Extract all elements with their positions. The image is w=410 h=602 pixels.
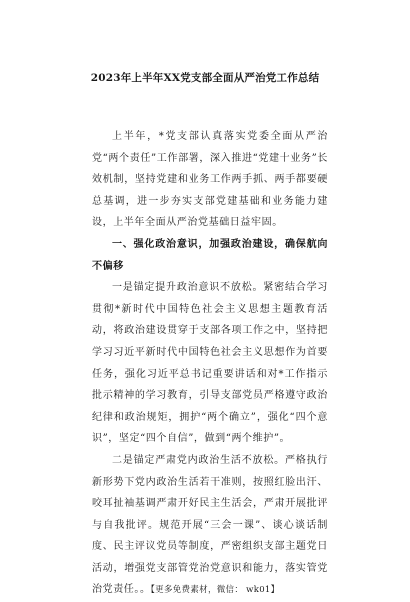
section-paragraph-2 [92,450,328,602]
promo-note: 【更多免费素材，微信： wk01】 [150,585,280,596]
section-paragraph-2-text: 二是锚定严肃党内政治生活不放松。严格执行新形势下党内政治生活若干准则，按照红脸出汗、咬耳扯袖基调严肃开好民主生活会，严肃开展批评与自我批评。规范开展“三会一课”、谈心谈话制度、民主评议党员等制度，严密组织支部主题党日活动，增强党支部管党治党意识和能力，落实管党治党责任。。 [92,454,328,596]
section-heading: 一、强化政治意识，加强政治建设，确保航向不偏移 [92,238,328,272]
document-title: 2023年上半年XX党支部全面从严治党工作总结 [90,72,320,84]
section-paragraph-1: 一是锚定提升政治意识不放松。紧密结合学习贯彻*新时代中国特色社会主义思想主题教育活动，将政治建设贯穿于支部各项工作之中，坚持把学习习近平新时代中国特色社会主义思想作为首要任务，强化习近平总书记重要讲话和对*工作指示批示精神的学习教育，引导支部党员严格遵守政治纪律和政治规矩，拥护“两个确立”，强化“四个意识”，坚定“四个自信”，做到“两个维护”。 [92,282,328,445]
intro-paragraph: 上半年，*党支部认真落实党委全面从严治党“两个责任”工作部署，深入推进“党建十业务”长效机制，坚持党建和业务工作两手抓、两手都要硬总基调，进一步夯实支部党建基础和业务能力建设，上半年全面从严治党基础日益牢固。 [92,131,328,229]
document-body [92,126,328,602]
